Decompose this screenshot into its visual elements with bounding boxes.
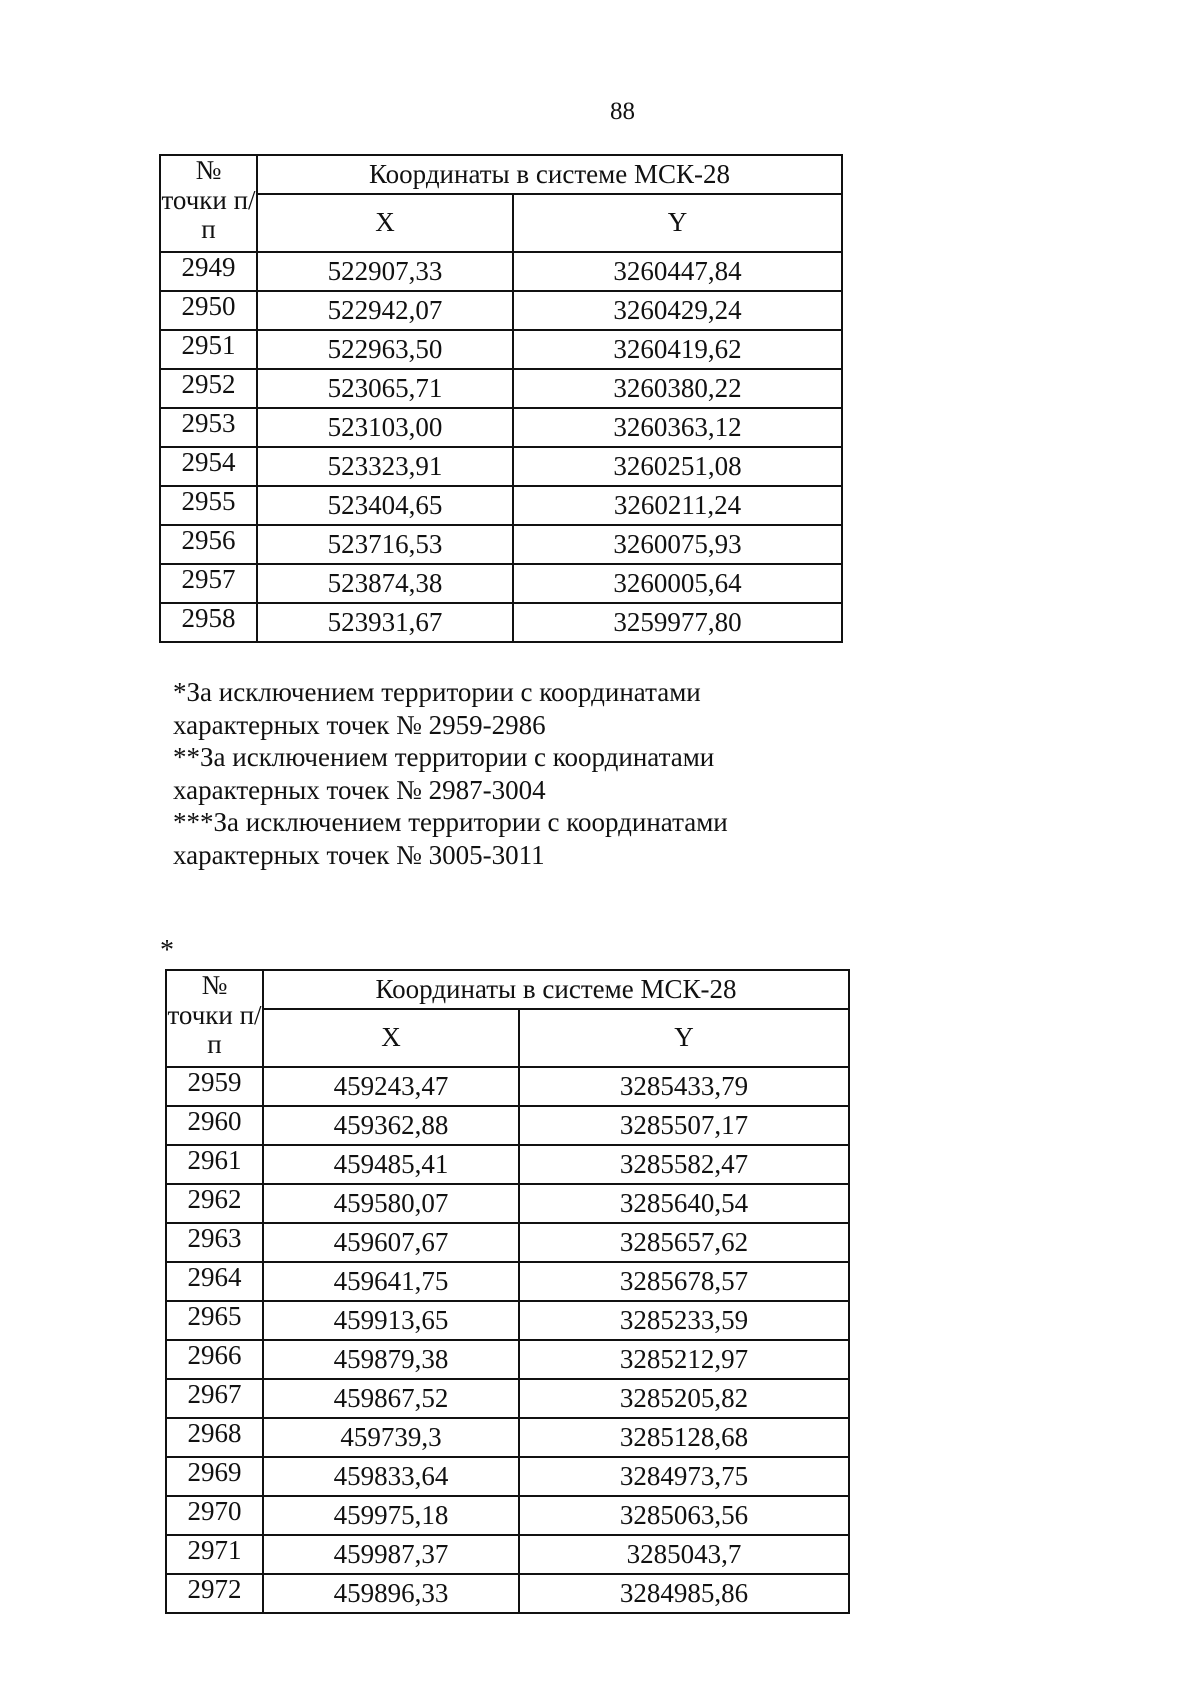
coordinates-table-2 [165, 969, 850, 1614]
x-coordinate-cell: 459485,41 [263, 1145, 519, 1184]
table-row [166, 1184, 849, 1223]
x-coordinate-cell: 459896,33 [263, 1574, 519, 1613]
y-column-header: Y [513, 194, 842, 252]
table-row [160, 603, 842, 642]
x-column-header: X [263, 1009, 519, 1067]
x-coordinate-cell: 522907,33 [257, 252, 513, 291]
point-number-cell: 2963 [166, 1223, 263, 1262]
point-number-cell: 2951 [160, 330, 257, 369]
point-number-cell: 2968 [166, 1418, 263, 1457]
x-coordinate-cell: 459641,75 [263, 1262, 519, 1301]
point-number-cell: 2950 [160, 291, 257, 330]
table-row [166, 1340, 849, 1379]
table-row [160, 330, 842, 369]
table-row [166, 1379, 849, 1418]
table-row [166, 1418, 849, 1457]
table-2-marker: * [160, 935, 174, 966]
point-number-cell: 2959 [166, 1067, 263, 1106]
x-coordinate-cell: 522963,50 [257, 330, 513, 369]
footnote-line: *За исключением территории с координатами [173, 677, 701, 707]
table-row [160, 369, 842, 408]
y-column-header: Y [519, 1009, 849, 1067]
footnotes [173, 676, 728, 871]
y-coordinate-cell: 3284985,86 [519, 1574, 849, 1613]
table-row [160, 486, 842, 525]
y-coordinate-cell: 3285128,68 [519, 1418, 849, 1457]
x-coordinate-cell: 523874,38 [257, 564, 513, 603]
y-coordinate-cell: 3285205,82 [519, 1379, 849, 1418]
point-number-cell: 2971 [166, 1535, 263, 1574]
page-number: 88 [610, 98, 635, 125]
footnote-line: ***За исключением территории с координатами [173, 807, 728, 837]
x-coordinate-cell: 459833,64 [263, 1457, 519, 1496]
x-coordinate-cell: 523065,71 [257, 369, 513, 408]
y-coordinate-cell: 3285640,54 [519, 1184, 849, 1223]
table-row [166, 1262, 849, 1301]
table-row [160, 252, 842, 291]
x-column-header: X [257, 194, 513, 252]
coordinates-table-1 [159, 154, 843, 643]
x-coordinate-cell: 523323,91 [257, 447, 513, 486]
table-row [166, 1535, 849, 1574]
x-coordinate-cell: 523103,00 [257, 408, 513, 447]
y-coordinate-cell: 3285043,7 [519, 1535, 849, 1574]
point-number-cell: 2955 [160, 486, 257, 525]
table-row [166, 1067, 849, 1106]
table-row [160, 447, 842, 486]
footnote-line: **За исключением территории с координатами [173, 742, 715, 772]
y-coordinate-cell: 3285063,56 [519, 1496, 849, 1535]
x-coordinate-cell: 523404,65 [257, 486, 513, 525]
x-coordinate-cell: 459913,65 [263, 1301, 519, 1340]
point-number-cell: 2953 [160, 408, 257, 447]
point-number-header [160, 155, 257, 252]
x-coordinate-cell: 459987,37 [263, 1535, 519, 1574]
point-number-cell: 2964 [166, 1262, 263, 1301]
y-coordinate-cell: 3260429,24 [513, 291, 842, 330]
point-number-cell: 2957 [160, 564, 257, 603]
y-coordinate-cell: 3260005,64 [513, 564, 842, 603]
point-number-cell: 2966 [166, 1340, 263, 1379]
x-coordinate-cell: 459867,52 [263, 1379, 519, 1418]
point-number-cell: 2949 [160, 252, 257, 291]
point-number-cell: 2965 [166, 1301, 263, 1340]
y-coordinate-cell: 3285212,97 [519, 1340, 849, 1379]
point-number-cell: 2960 [166, 1106, 263, 1145]
coordinates-system-header: Координаты в системе МСК-28 [263, 970, 849, 1009]
point-number-cell: 2954 [160, 447, 257, 486]
x-coordinate-cell: 523931,67 [257, 603, 513, 642]
y-coordinate-cell: 3260419,62 [513, 330, 842, 369]
footnote-line: характерных точек № 3005-3011 [173, 839, 545, 870]
y-coordinate-cell: 3285678,57 [519, 1262, 849, 1301]
y-coordinate-cell: 3285582,47 [519, 1145, 849, 1184]
table-1-body [160, 252, 842, 642]
table-row [160, 564, 842, 603]
x-coordinate-cell: 522942,07 [257, 291, 513, 330]
point-number-header [166, 970, 263, 1067]
y-coordinate-cell: 3285507,17 [519, 1106, 849, 1145]
y-coordinate-cell: 3284973,75 [519, 1457, 849, 1496]
table-row [166, 1106, 849, 1145]
x-coordinate-cell: 459975,18 [263, 1496, 519, 1535]
table-row [166, 1574, 849, 1613]
footnote-line: характерных точек № 2987-3004 [173, 774, 546, 805]
point-number-cell: 2956 [160, 525, 257, 564]
point-number-header-label: № точки п/п [167, 970, 262, 1060]
y-coordinate-cell: 3260380,22 [513, 369, 842, 408]
point-number-header-label: № точки п/п [161, 155, 256, 245]
x-coordinate-cell: 459739,3 [263, 1418, 519, 1457]
x-coordinate-cell: 459580,07 [263, 1184, 519, 1223]
footnote-line: характерных точек № 2959-2986 [173, 709, 546, 740]
point-number-cell: 2952 [160, 369, 257, 408]
point-number-cell: 2962 [166, 1184, 263, 1223]
x-coordinate-cell: 459362,88 [263, 1106, 519, 1145]
table-row [166, 1223, 849, 1262]
point-number-cell: 2972 [166, 1574, 263, 1613]
y-coordinate-cell: 3285433,79 [519, 1067, 849, 1106]
y-coordinate-cell: 3259977,80 [513, 603, 842, 642]
x-coordinate-cell: 459243,47 [263, 1067, 519, 1106]
table-row [166, 1301, 849, 1340]
y-coordinate-cell: 3260363,12 [513, 408, 842, 447]
table-2-body [166, 1067, 849, 1613]
y-coordinate-cell: 3260211,24 [513, 486, 842, 525]
table-row [160, 291, 842, 330]
table-row [160, 408, 842, 447]
point-number-cell: 2967 [166, 1379, 263, 1418]
x-coordinate-cell: 459607,67 [263, 1223, 519, 1262]
x-coordinate-cell: 523716,53 [257, 525, 513, 564]
table-row [166, 1496, 849, 1535]
point-number-cell: 2969 [166, 1457, 263, 1496]
point-number-cell: 2970 [166, 1496, 263, 1535]
point-number-cell: 2961 [166, 1145, 263, 1184]
y-coordinate-cell: 3260251,08 [513, 447, 842, 486]
y-coordinate-cell: 3260075,93 [513, 525, 842, 564]
y-coordinate-cell: 3260447,84 [513, 252, 842, 291]
coordinates-system-header: Координаты в системе МСК-28 [257, 155, 842, 194]
table-row [166, 1457, 849, 1496]
y-coordinate-cell: 3285657,62 [519, 1223, 849, 1262]
point-number-cell: 2958 [160, 603, 257, 642]
y-coordinate-cell: 3285233,59 [519, 1301, 849, 1340]
table-row [160, 525, 842, 564]
table-row [166, 1145, 849, 1184]
x-coordinate-cell: 459879,38 [263, 1340, 519, 1379]
